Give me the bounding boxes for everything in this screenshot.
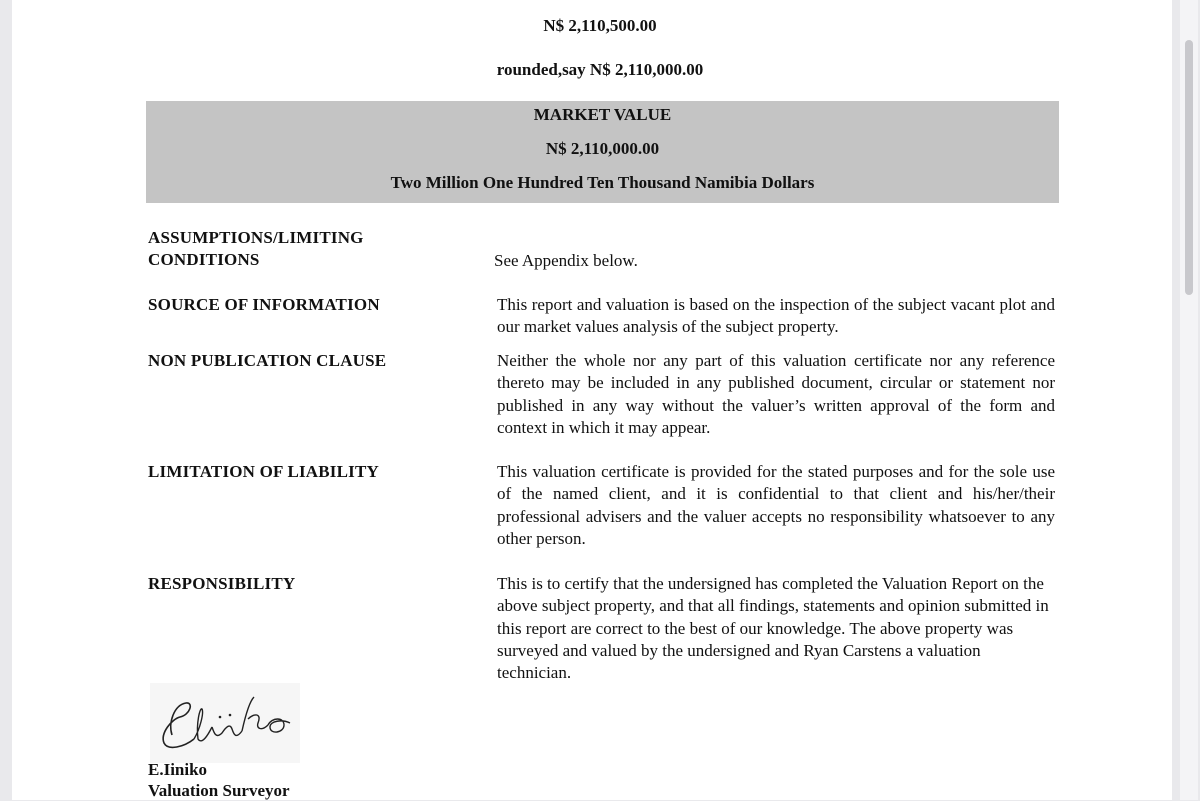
market-value-box xyxy=(146,101,1059,203)
responsibility-label: RESPONSIBILITY xyxy=(148,574,296,593)
assumptions-label xyxy=(148,227,364,271)
source-label: SOURCE OF INFORMATION xyxy=(148,295,380,314)
signatory-name: E.Iiniko xyxy=(148,760,208,779)
assumptions-label-line2: CONDITIONS xyxy=(148,250,260,269)
rounded-amount: rounded,say N$ 2,110,000.00 xyxy=(496,60,704,79)
signature-graphic xyxy=(150,683,300,763)
liability-label: LIMITATION OF LIABILITY xyxy=(148,462,379,481)
assumptions-text: See Appendix below. xyxy=(494,251,638,270)
responsibility-text: This is to certify that the undersigned has completed the Valuation Report on the above subject property, and that all findings, statements and opinion submitted in this report are correct to the best of our knowledge. The above property was surveyed and valued by the undersigned and Ryan Carstens a valuation technician. xyxy=(497,574,1049,683)
scrollbar-thumb[interactable] xyxy=(1185,40,1193,295)
market-value-heading: MARKET VALUE xyxy=(533,105,672,124)
liability-text: This valuation certificate is provided for the stated purposes and for the sole use of the named client, and it is confidential to that client and his/her/their professional advisers and the valuer accepts no responsibility whatsoever to any other person. xyxy=(497,462,1055,548)
market-value-words: Two Million One Hundred Ten Thousand Namibia Dollars xyxy=(390,173,815,192)
assumptions-label-line1: ASSUMPTIONS/LIMITING xyxy=(148,228,364,247)
valuation-amount: N$ 2,110,500.00 xyxy=(543,16,657,35)
signatory-title: Valuation Surveyor xyxy=(148,781,290,800)
non-publication-label: NON PUBLICATION CLAUSE xyxy=(148,351,387,370)
non-publication-text: Neither the whole nor any part of this valuation certificate nor any reference thereto may be included in any published document, circular or statement nor published in any way without the valuer’s written approval of the form and context in which it may appear. xyxy=(497,351,1055,437)
market-value-amount: N$ 2,110,000.00 xyxy=(545,139,660,158)
vertical-scrollbar[interactable] xyxy=(1180,0,1198,800)
source-text: This report and valuation is based on the inspection of the subject vacant plot and our market values analysis of the subject property. xyxy=(497,295,1055,337)
signature-image xyxy=(150,683,300,763)
